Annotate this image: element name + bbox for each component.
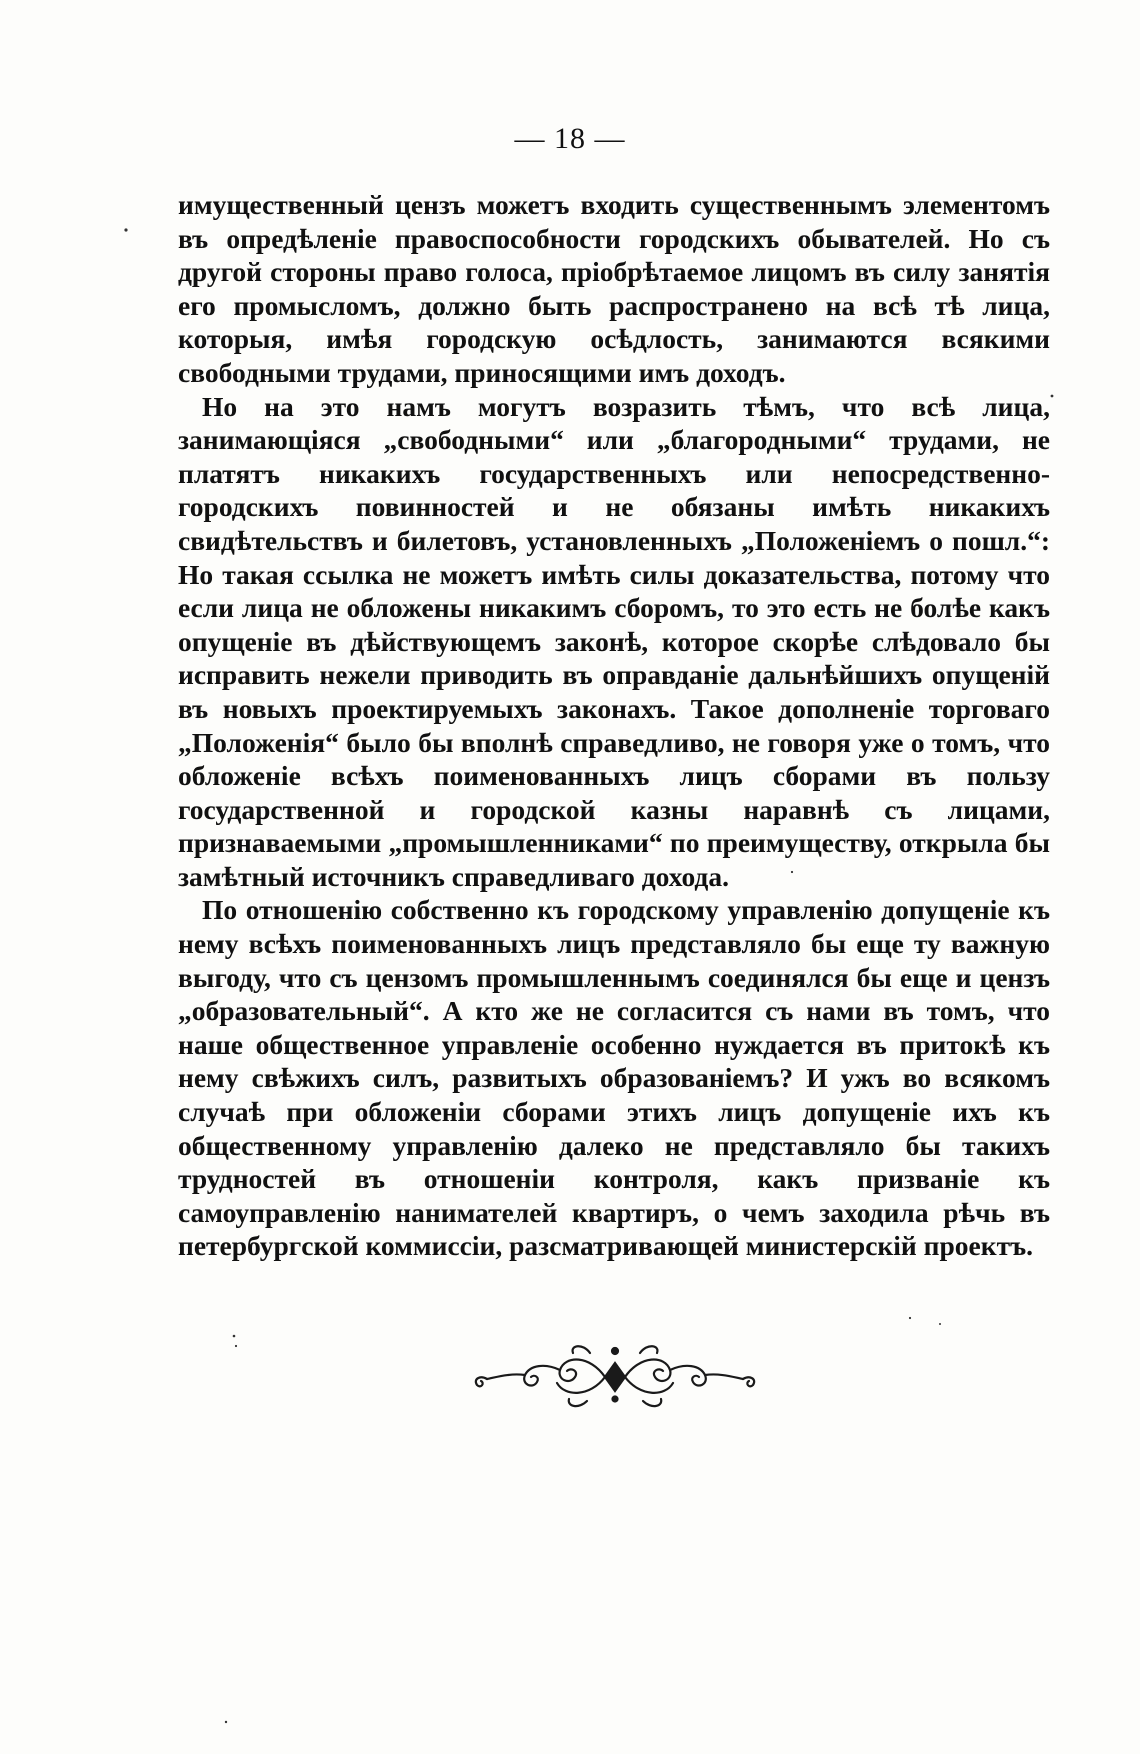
decorative-scroll-ornament-icon: [465, 1335, 765, 1415]
paragraph-3: По отношенію собственно къ городскому управленію допущеніе къ нему всѣхъ поименованныхъ лицъ представляло бы еще ту важную выгоду, что съ цензомъ промышленнымъ соединялся бы еще и цензъ „образовательный“. А кто же не согласится съ нами въ томъ, что наше общественное управленіе особенно нуждается въ притокѣ къ нему свѣжихъ силъ, развитыхъ образованіемъ? И ужъ во всякомъ случаѣ при обложеніи сборами этихъ лицъ допущеніе ихъ къ общественному управленію далеко не представляло бы такихъ трудностей въ отношеніи контроля, какъ призваніе къ самоуправленію нанимателей квартиръ, о чемъ заходила рѣчь въ петербургской коммиссіи, разсматривающей министерскій проектъ.: [178, 894, 1050, 1262]
page-number: — 18 —: [514, 122, 626, 155]
paragraph-2: Но на это намъ могутъ возразить тѣмъ, что всѣ лица, занимающіяся „свободными“ или „благородными“ трудами, не платятъ никакихъ государственныхъ или непосредственно-городскихъ повинностей и не обязаны имѣть никакихъ свидѣтельствъ и билетовъ, установленныхъ „Положеніемъ о пошл.“: Но такая ссылка не можетъ имѣть силы доказательства, потому что если лица не обложены никакимъ сборомъ, то это есть не болѣе какъ опущеніе въ дѣйствующемъ законѣ, которое скорѣе слѣдовало бы исправить нежели приводить въ оправданіе дальнѣйшихъ опущеній въ новыхъ проектируемыхъ законахъ. Такое дополненіе торговаго „Положенія“ было бы вполнѣ справедливо, не говоря уже о томъ, что обложеніе всѣхъ поименованныхъ лицъ сборами въ пользу государственной и городской казны наравнѣ съ лицами, признаваемыми „промышленниками“ по преимуществу, открыла бы замѣтный источникъ справедливаго дохода.: [178, 390, 1050, 892]
paragraph-1: имущественный цензъ можетъ входить существеннымъ элементомъ въ опредѣленіе правоспособности городскихъ обывателей. Но съ другой стороны право голоса, пріобрѣтаемое лицомъ въ силу занятія его промысломъ, должно быть распространено на всѣ тѣ лица, которыя, имѣя городскую осѣдлость, занимаются всякими свободными трудами, приносящими имъ доходъ.: [178, 189, 1050, 388]
body-text: [178, 188, 1050, 1263]
